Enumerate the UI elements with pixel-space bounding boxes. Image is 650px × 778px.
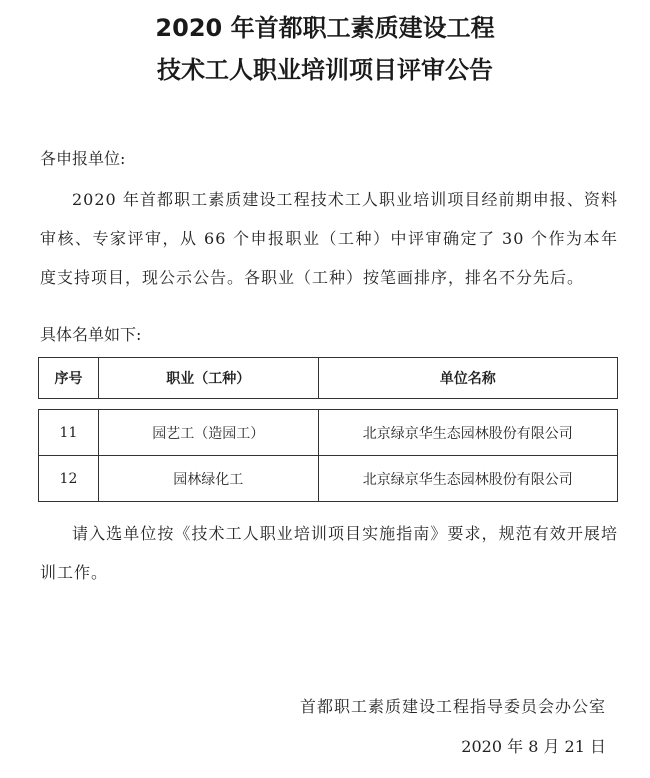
header-unit-name: 单位名称 [318, 358, 617, 399]
table-header-row [39, 358, 618, 399]
issue-date: 2020 年 8 月 21 日 [461, 737, 606, 756]
cell-occupation: 园林绿化工 [98, 456, 318, 502]
table-gap-row [39, 399, 618, 410]
cell-serial-number: 11 [39, 410, 99, 456]
list-intro: 具体名单如下: [40, 325, 142, 344]
cell-unit-name: 北京绿京华生态园林股份有限公司 [318, 410, 617, 456]
table-row [39, 410, 618, 456]
header-occupation: 职业（工种） [98, 358, 318, 399]
closing-paragraph: 请入选单位按《技术工人职业培训项目实施指南》要求，规范有效开展培训工作。 [40, 524, 618, 582]
table-row [39, 456, 618, 502]
project-table [38, 357, 618, 502]
salutation: 各申报单位: [40, 149, 126, 168]
cell-unit-name: 北京绿京华生态园林股份有限公司 [318, 456, 617, 502]
cell-occupation: 园艺工（造园工） [98, 410, 318, 456]
document-title-line2: 技术工人职业培训项目评审公告 [157, 56, 493, 84]
issuer-signature: 首都职工素质建设工程指导委员会办公室 [299, 697, 606, 716]
intro-paragraph: 2020 年首都职工素质建设工程技术工人职业培训项目经前期申报、资料审核、专家评审，从 66 个申报职业（工种）中评审确定了 30 个作为本年度支持项目，现公示公告。各职业（工种）按笔画排序，排名不分先后。 [40, 190, 618, 287]
header-serial-number: 序号 [39, 358, 99, 399]
document-title-line1: 2020 年首都职工素质建设工程 [155, 14, 495, 42]
cell-serial-number: 12 [39, 456, 99, 502]
